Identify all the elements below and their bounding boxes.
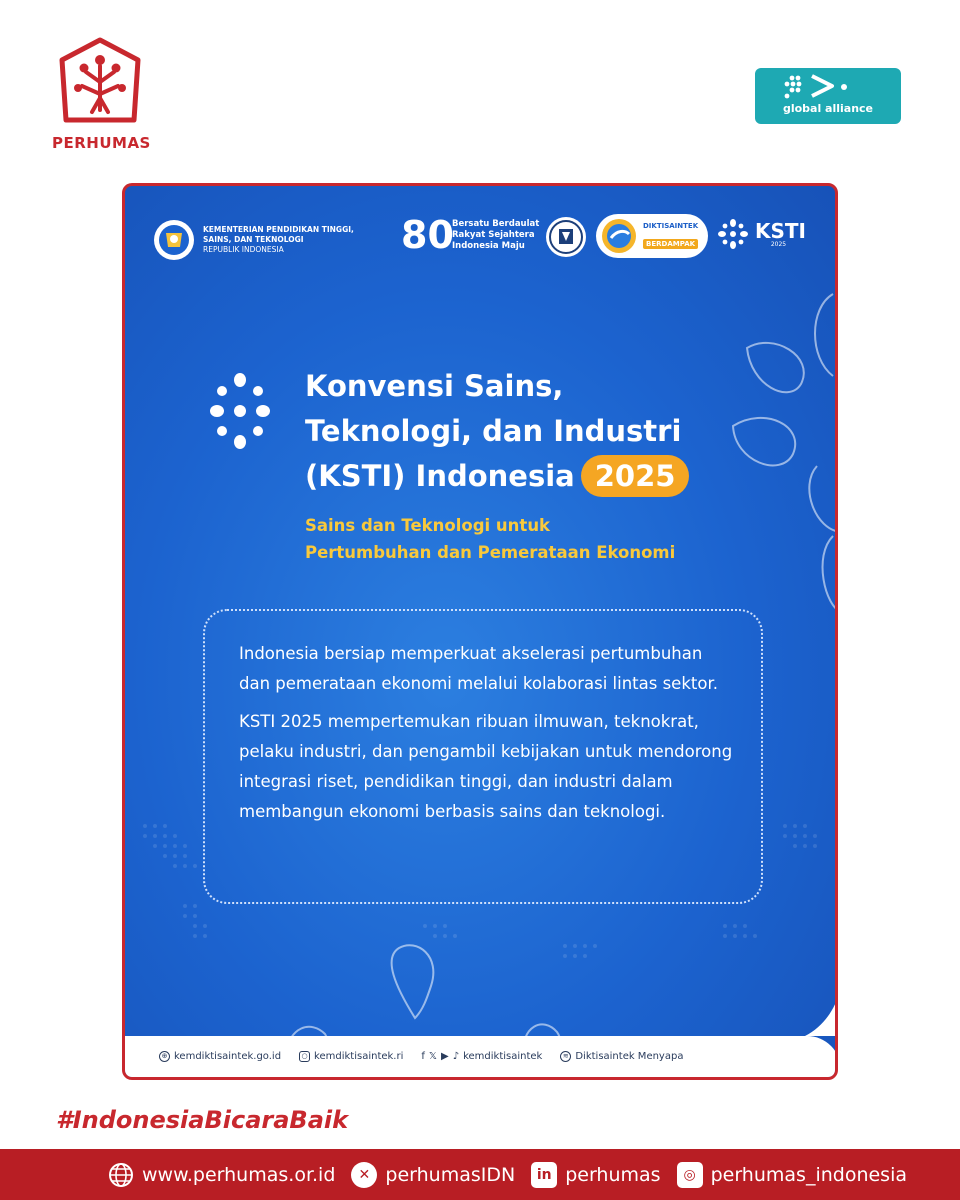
footer-podcast[interactable] (560, 1051, 683, 1062)
ministry-line-1: KEMENTERIAN PENDIDIKAN TINGGI, (203, 225, 354, 234)
poster-footer (125, 1036, 838, 1077)
subtitle-line-2: Pertumbuhan dan Pemerataan Ekonomi (305, 543, 676, 562)
global-alliance-mark-icon (778, 73, 878, 101)
title-line-1: Konvensi Sains, (305, 369, 564, 403)
poster-body-box (203, 609, 763, 904)
title-line-3: (KSTI) Indonesia (305, 459, 575, 493)
tut-wuri-handayani-icon (153, 219, 195, 261)
spotify-icon: ≋ (560, 1051, 571, 1062)
body-paragraph-1: Indonesia bersiap memperkuat akselerasi pertumbuhan dan pemerataan ekonomi melalui kolaborasi lintas sektor. (239, 644, 718, 693)
bottom-website-text: www.perhumas.or.id (142, 1163, 336, 1186)
ministry-logo (153, 219, 354, 261)
bottom-x[interactable] (351, 1162, 515, 1188)
footer-instagram-text: kemdiktisaintek.ri (314, 1051, 404, 1062)
bottom-instagram-text: perhumas_indonesia (710, 1163, 907, 1186)
perhumas-emblem-icon (54, 36, 146, 132)
dikti-badge-line-2: BERDAMPAK (643, 239, 698, 249)
global-alliance-logo (755, 68, 901, 124)
linkedin-icon: in (531, 1162, 557, 1188)
ministry-line-3: REPUBLIK INDONESIA (203, 245, 284, 254)
ksti-flower-icon (715, 216, 751, 252)
footer-socials-text: kemdiktisaintek (463, 1051, 543, 1062)
ksti-hero-flower-icon (208, 369, 272, 453)
ksti-poster (122, 183, 838, 1080)
anniversary-number: 80 (401, 213, 454, 257)
global-alliance-wordmark: global alliance (782, 102, 874, 115)
x-icon: ✕ (351, 1162, 377, 1188)
anniversary-line-1: Bersatu Berdaulat (452, 218, 540, 229)
ministry-line-2: SAINS, DAN TEKNOLOGI (203, 235, 304, 244)
globe-icon (108, 1162, 134, 1188)
ksti-small-name: KSTI (755, 218, 806, 243)
body-paragraph-2: KSTI 2025 mempertemukan ribuan ilmuwan, teknokrat, pelaku industri, dan pengambil kebijakan untuk mendorong integrasi riset, pendidikan tinggi, dan industri dalam membangun ekonomi berbasis sains dan teknologi. (239, 712, 733, 821)
perhumas-social-bar (0, 1149, 960, 1200)
tiktok-icon: ♪ (452, 1051, 460, 1062)
footer-socials[interactable] (421, 1051, 542, 1062)
university-seal-icon (545, 216, 587, 258)
poster-title (305, 364, 725, 499)
title-line-2: Teknologi, dan Industri (305, 414, 682, 448)
title-line-3-wrap (305, 454, 725, 499)
anniversary-80-logo (401, 213, 539, 257)
anniversary-line-2: Rakyat Sejahtera (452, 229, 535, 240)
footer-website-text: kemdiktisaintek.go.id (174, 1051, 282, 1062)
footer-podcast-text: Diktisaintek Menyapa (575, 1051, 684, 1062)
bottom-linkedin-text: perhumas (565, 1163, 661, 1186)
hashtag: #IndonesiaBicaraBaik (56, 1106, 349, 1134)
bottom-website[interactable] (108, 1162, 335, 1188)
title-year-pill: 2025 (581, 455, 690, 497)
footer-instagram[interactable] (299, 1051, 403, 1062)
facebook-icon: f (421, 1051, 425, 1062)
diktisaintek-berdampak-badge (596, 214, 708, 258)
footer-website[interactable] (159, 1051, 281, 1062)
poster-subtitle (305, 512, 765, 566)
anniversary-line-3: Indonesia Maju (452, 240, 525, 251)
ksti-small-logo (715, 216, 806, 252)
perhumas-logo (52, 36, 151, 152)
globe-icon: ⊕ (159, 1051, 170, 1062)
diktisaintek-emblem-icon (599, 216, 639, 256)
x-icon: 𝕏 (428, 1051, 437, 1062)
instagram-icon: ○ (299, 1051, 310, 1062)
bottom-x-text: perhumasIDN (385, 1163, 516, 1186)
perhumas-wordmark: PERHUMAS (52, 134, 151, 152)
youtube-icon: ▶ (440, 1051, 449, 1062)
bottom-instagram[interactable] (677, 1162, 907, 1188)
bottom-linkedin[interactable] (531, 1162, 660, 1188)
ksti-small-year: 2025 (770, 240, 787, 248)
subtitle-line-1: Sains dan Teknologi untuk (305, 516, 551, 535)
instagram-icon: ◎ (677, 1162, 703, 1188)
dikti-badge-line-1: DIKTISAINTEK (643, 222, 699, 230)
